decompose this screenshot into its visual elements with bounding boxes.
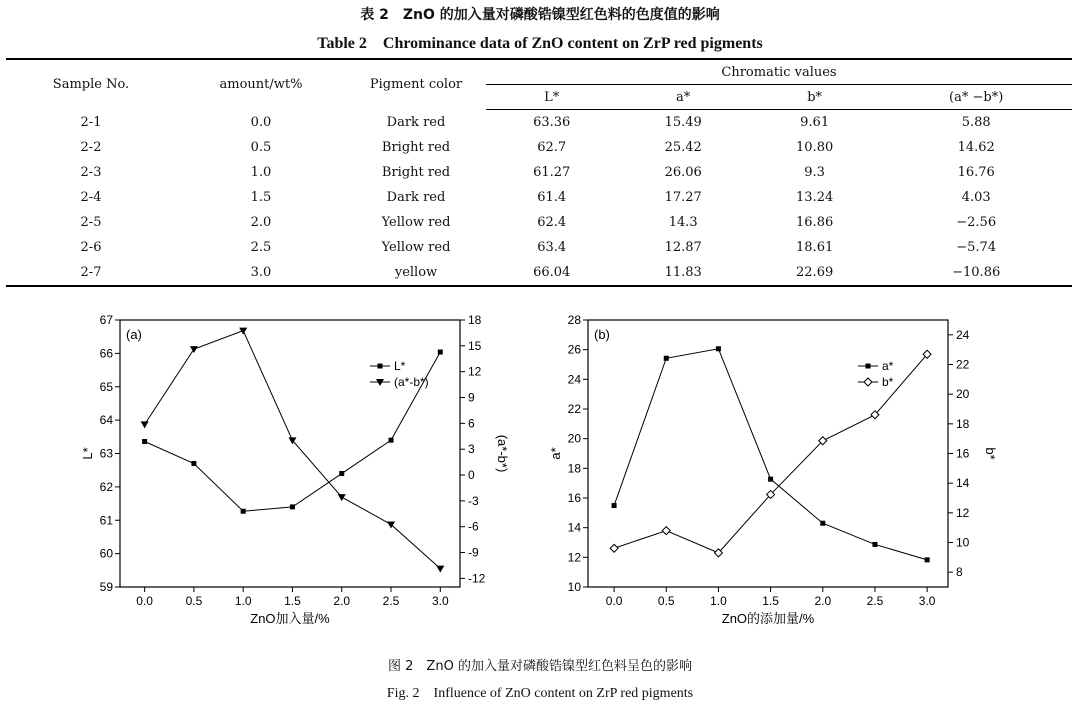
cell-b-value: 22.69 (749, 260, 880, 286)
table-row (6, 160, 1072, 185)
panel-label: (a) (126, 327, 142, 342)
cell-l-value: 63.4 (537, 240, 567, 255)
cell-diff-value: −10.86 (880, 260, 1072, 286)
cell-amount: 2.5 (250, 240, 272, 255)
legend-label: L* (394, 359, 406, 373)
y-right-tick-label: 3 (468, 442, 475, 457)
header-chromatic: Chromatic values (721, 64, 837, 80)
cell-a-value: 26.06 (664, 165, 702, 180)
data-point-square (612, 503, 617, 508)
y-right-tick-label: 9 (468, 390, 475, 405)
cell-pigment-color: Dark red (386, 190, 446, 205)
y-right-tick-label: -9 (468, 545, 479, 560)
cell-a-value: 25.42 (664, 140, 702, 155)
x-tick-label: 2.5 (866, 594, 884, 608)
cell-a-value: 11.83 (617, 260, 748, 286)
figure-caption-en: Fig. 2 Influence of ZnO content on ZrP red pigments (386, 686, 694, 701)
table-caption-cn: 表 2 ZnO 的加入量对磷酸锆镍型红色料的色度值的影响 (360, 7, 720, 23)
header-sample: Sample No. (52, 77, 130, 93)
data-point-square (925, 557, 930, 562)
cell-pigment-color: yellow (346, 260, 486, 286)
x-tick-label: 3.0 (918, 594, 936, 608)
cell-b-value: 13.24 (796, 190, 834, 205)
x-tick-label: 2.5 (382, 594, 400, 608)
x-tick-label: 1.0 (234, 594, 252, 608)
header-diff: (a* −b*) (880, 85, 1072, 110)
y-right-tick-label: 0 (468, 468, 475, 483)
cell-a-value: 17.27 (664, 190, 702, 205)
chromatic-table (6, 58, 1072, 287)
y-right-tick-label: 18 (956, 416, 970, 431)
cell-diff-value: 16.76 (957, 165, 995, 180)
cell-sample-no: 2-4 (80, 190, 102, 205)
y-right-tick-label: 6 (468, 416, 475, 431)
y-right-tick-label: 22 (956, 357, 970, 372)
cell-diff-value: −5.74 (956, 240, 997, 255)
y-left-tick-label: 61 (99, 513, 113, 528)
y-right-tick-label: 15 (468, 338, 482, 353)
data-point-square (191, 461, 196, 466)
legend-marker-diamond (864, 378, 872, 386)
y-left-tick-label: 65 (99, 379, 113, 394)
y-left-tick-label: 60 (99, 546, 113, 561)
cell-b-value: 9.3 (804, 165, 825, 180)
cell-l-value: 61.27 (533, 165, 571, 180)
cell-l-value: 63.36 (533, 115, 571, 130)
y-right-tick-label: 16 (956, 446, 970, 461)
table-row (6, 235, 1072, 260)
cell-b-value: 10.80 (796, 140, 834, 155)
cell-amount: 0.5 (250, 140, 272, 155)
x-tick-label: 2.0 (814, 594, 832, 608)
data-point-square (716, 346, 721, 351)
y-left-axis-label: a* (548, 447, 563, 460)
x-tick-label: 0.0 (605, 594, 623, 608)
y-left-tick-label: 59 (99, 580, 113, 594)
y-left-axis-label: L* (80, 447, 95, 460)
cell-sample-no: 2-5 (80, 215, 102, 230)
y-right-axis-label: b* (983, 447, 998, 460)
data-point-triangle (190, 346, 198, 353)
table-row (6, 110, 1072, 136)
plot-frame (588, 320, 948, 587)
series-line (614, 349, 927, 560)
figure-charts (0, 300, 1080, 640)
cell-l-value: 66.04 (486, 260, 617, 286)
x-tick-label: 0.0 (136, 594, 153, 608)
cell-amount: 0.0 (250, 114, 272, 130)
table-caption-en: Table 2 Chrominance data of ZnO content on ZrP red pigments (317, 35, 763, 52)
y-right-tick-label: 14 (956, 476, 970, 491)
header-b: b* (749, 85, 880, 110)
data-point-square (872, 542, 877, 547)
data-point-triangle (338, 494, 346, 501)
cell-b-value: 9.61 (800, 115, 830, 130)
y-left-tick-label: 12 (567, 550, 581, 565)
data-point-square (290, 504, 295, 509)
cell-amount: 3.0 (176, 260, 346, 286)
y-left-tick-label: 28 (567, 313, 581, 327)
cell-sample-no: 2-6 (80, 240, 102, 255)
x-axis-label: ZnO加入量/% (250, 611, 330, 626)
legend-label: b* (882, 375, 894, 389)
cell-diff-value: 5.88 (961, 115, 991, 130)
cell-pigment-color: Dark red (386, 114, 446, 130)
y-right-tick-label: 20 (956, 387, 970, 402)
cell-diff-value: 14.62 (957, 140, 995, 155)
cell-sample-no: 2-7 (6, 260, 176, 286)
cell-pigment-color: Bright red (381, 165, 451, 180)
y-left-tick-label: 26 (567, 342, 581, 357)
y-left-tick-label: 18 (567, 461, 581, 476)
y-left-tick-label: 64 (99, 413, 113, 428)
y-right-tick-label: 10 (956, 535, 970, 550)
cell-amount: 1.0 (250, 165, 272, 180)
legend-label: (a*-b*) (394, 375, 429, 389)
header-l: L* (486, 85, 617, 110)
table-row (6, 260, 1072, 286)
cell-l-value: 62.4 (537, 215, 567, 230)
data-point-triangle (239, 328, 247, 335)
cell-l-value: 62.7 (537, 140, 567, 155)
y-left-tick-label: 22 (567, 402, 581, 416)
cell-pigment-color: Yellow red (381, 215, 451, 230)
data-point-diamond (662, 527, 670, 535)
y-left-tick-label: 16 (567, 491, 581, 505)
data-point-square (438, 350, 443, 355)
y-right-tick-label: -3 (468, 493, 479, 508)
y-right-tick-label: -12 (468, 571, 486, 586)
legend-label: a* (882, 359, 894, 373)
y-left-tick-label: 24 (567, 372, 581, 387)
cell-b-value: 18.61 (796, 240, 834, 255)
data-point-square (664, 356, 669, 361)
table-row (6, 185, 1072, 210)
y-right-tick-label: 18 (468, 313, 482, 327)
y-right-tick-label: 12 (468, 364, 482, 379)
cell-diff-value: 4.03 (961, 190, 991, 205)
cell-pigment-color: Bright red (381, 140, 451, 155)
data-point-triangle (141, 421, 149, 428)
legend-marker-square (866, 364, 871, 369)
x-tick-label: 0.5 (657, 594, 675, 608)
y-right-tick-label: 12 (956, 505, 970, 520)
cell-sample-no: 2-2 (80, 140, 102, 155)
header-color: Pigment color (369, 77, 463, 93)
header-a: a* (617, 85, 748, 110)
cell-sample-no: 2-3 (80, 165, 102, 180)
x-axis-label: ZnO的添加量/% (721, 611, 815, 626)
cell-sample-no: 2-1 (80, 114, 102, 130)
y-left-tick-label: 62 (99, 479, 113, 494)
cell-a-value: 14.3 (668, 215, 698, 230)
data-point-triangle (436, 566, 444, 573)
table-body (6, 110, 1072, 287)
y-right-tick-label: 24 (956, 327, 970, 342)
data-point-square (389, 438, 394, 443)
y-left-tick-label: 20 (567, 431, 581, 446)
cell-a-value: 12.87 (664, 240, 702, 255)
x-tick-label: 1.5 (284, 594, 301, 608)
cell-a-value: 15.49 (664, 115, 702, 130)
data-point-square (339, 471, 344, 476)
data-point-square (142, 439, 147, 444)
cell-l-value: 61.4 (537, 190, 567, 205)
y-left-tick-label: 10 (567, 580, 581, 594)
data-point-square (820, 521, 825, 526)
data-point-square (768, 477, 773, 482)
table-row (6, 135, 1072, 160)
y-left-tick-label: 63 (99, 446, 113, 461)
cell-amount: 2.0 (250, 215, 272, 230)
y-left-tick-label: 66 (99, 346, 113, 361)
y-right-axis-label: (a*-b*) (495, 434, 510, 473)
x-tick-label: 1.5 (762, 594, 779, 608)
legend-marker-square (378, 364, 383, 369)
x-tick-label: 1.0 (710, 594, 727, 608)
y-left-tick-label: 14 (567, 520, 581, 535)
data-point-diamond (610, 544, 618, 552)
data-point-square (241, 509, 246, 514)
chromatic-table-container (6, 58, 1072, 287)
cell-b-value: 16.86 (796, 215, 834, 230)
table-row (6, 210, 1072, 235)
y-right-tick-label: -6 (468, 519, 479, 534)
header-amount: amount/wt% (219, 77, 303, 93)
cell-pigment-color: Yellow red (381, 240, 451, 255)
cell-diff-value: −2.56 (956, 215, 997, 230)
panel-label: (b) (594, 327, 610, 342)
series-line (614, 354, 927, 553)
y-left-tick-label: 67 (99, 313, 113, 327)
x-tick-label: 2.0 (333, 594, 351, 608)
y-right-tick-label: 8 (956, 565, 963, 580)
x-tick-label: 0.5 (185, 594, 203, 608)
x-tick-label: 3.0 (431, 594, 449, 608)
cell-amount: 1.5 (250, 190, 272, 205)
figure-caption-cn: 图 2 ZnO 的加入量对磷酸锆镍型红色料呈色的影响 (388, 659, 692, 674)
